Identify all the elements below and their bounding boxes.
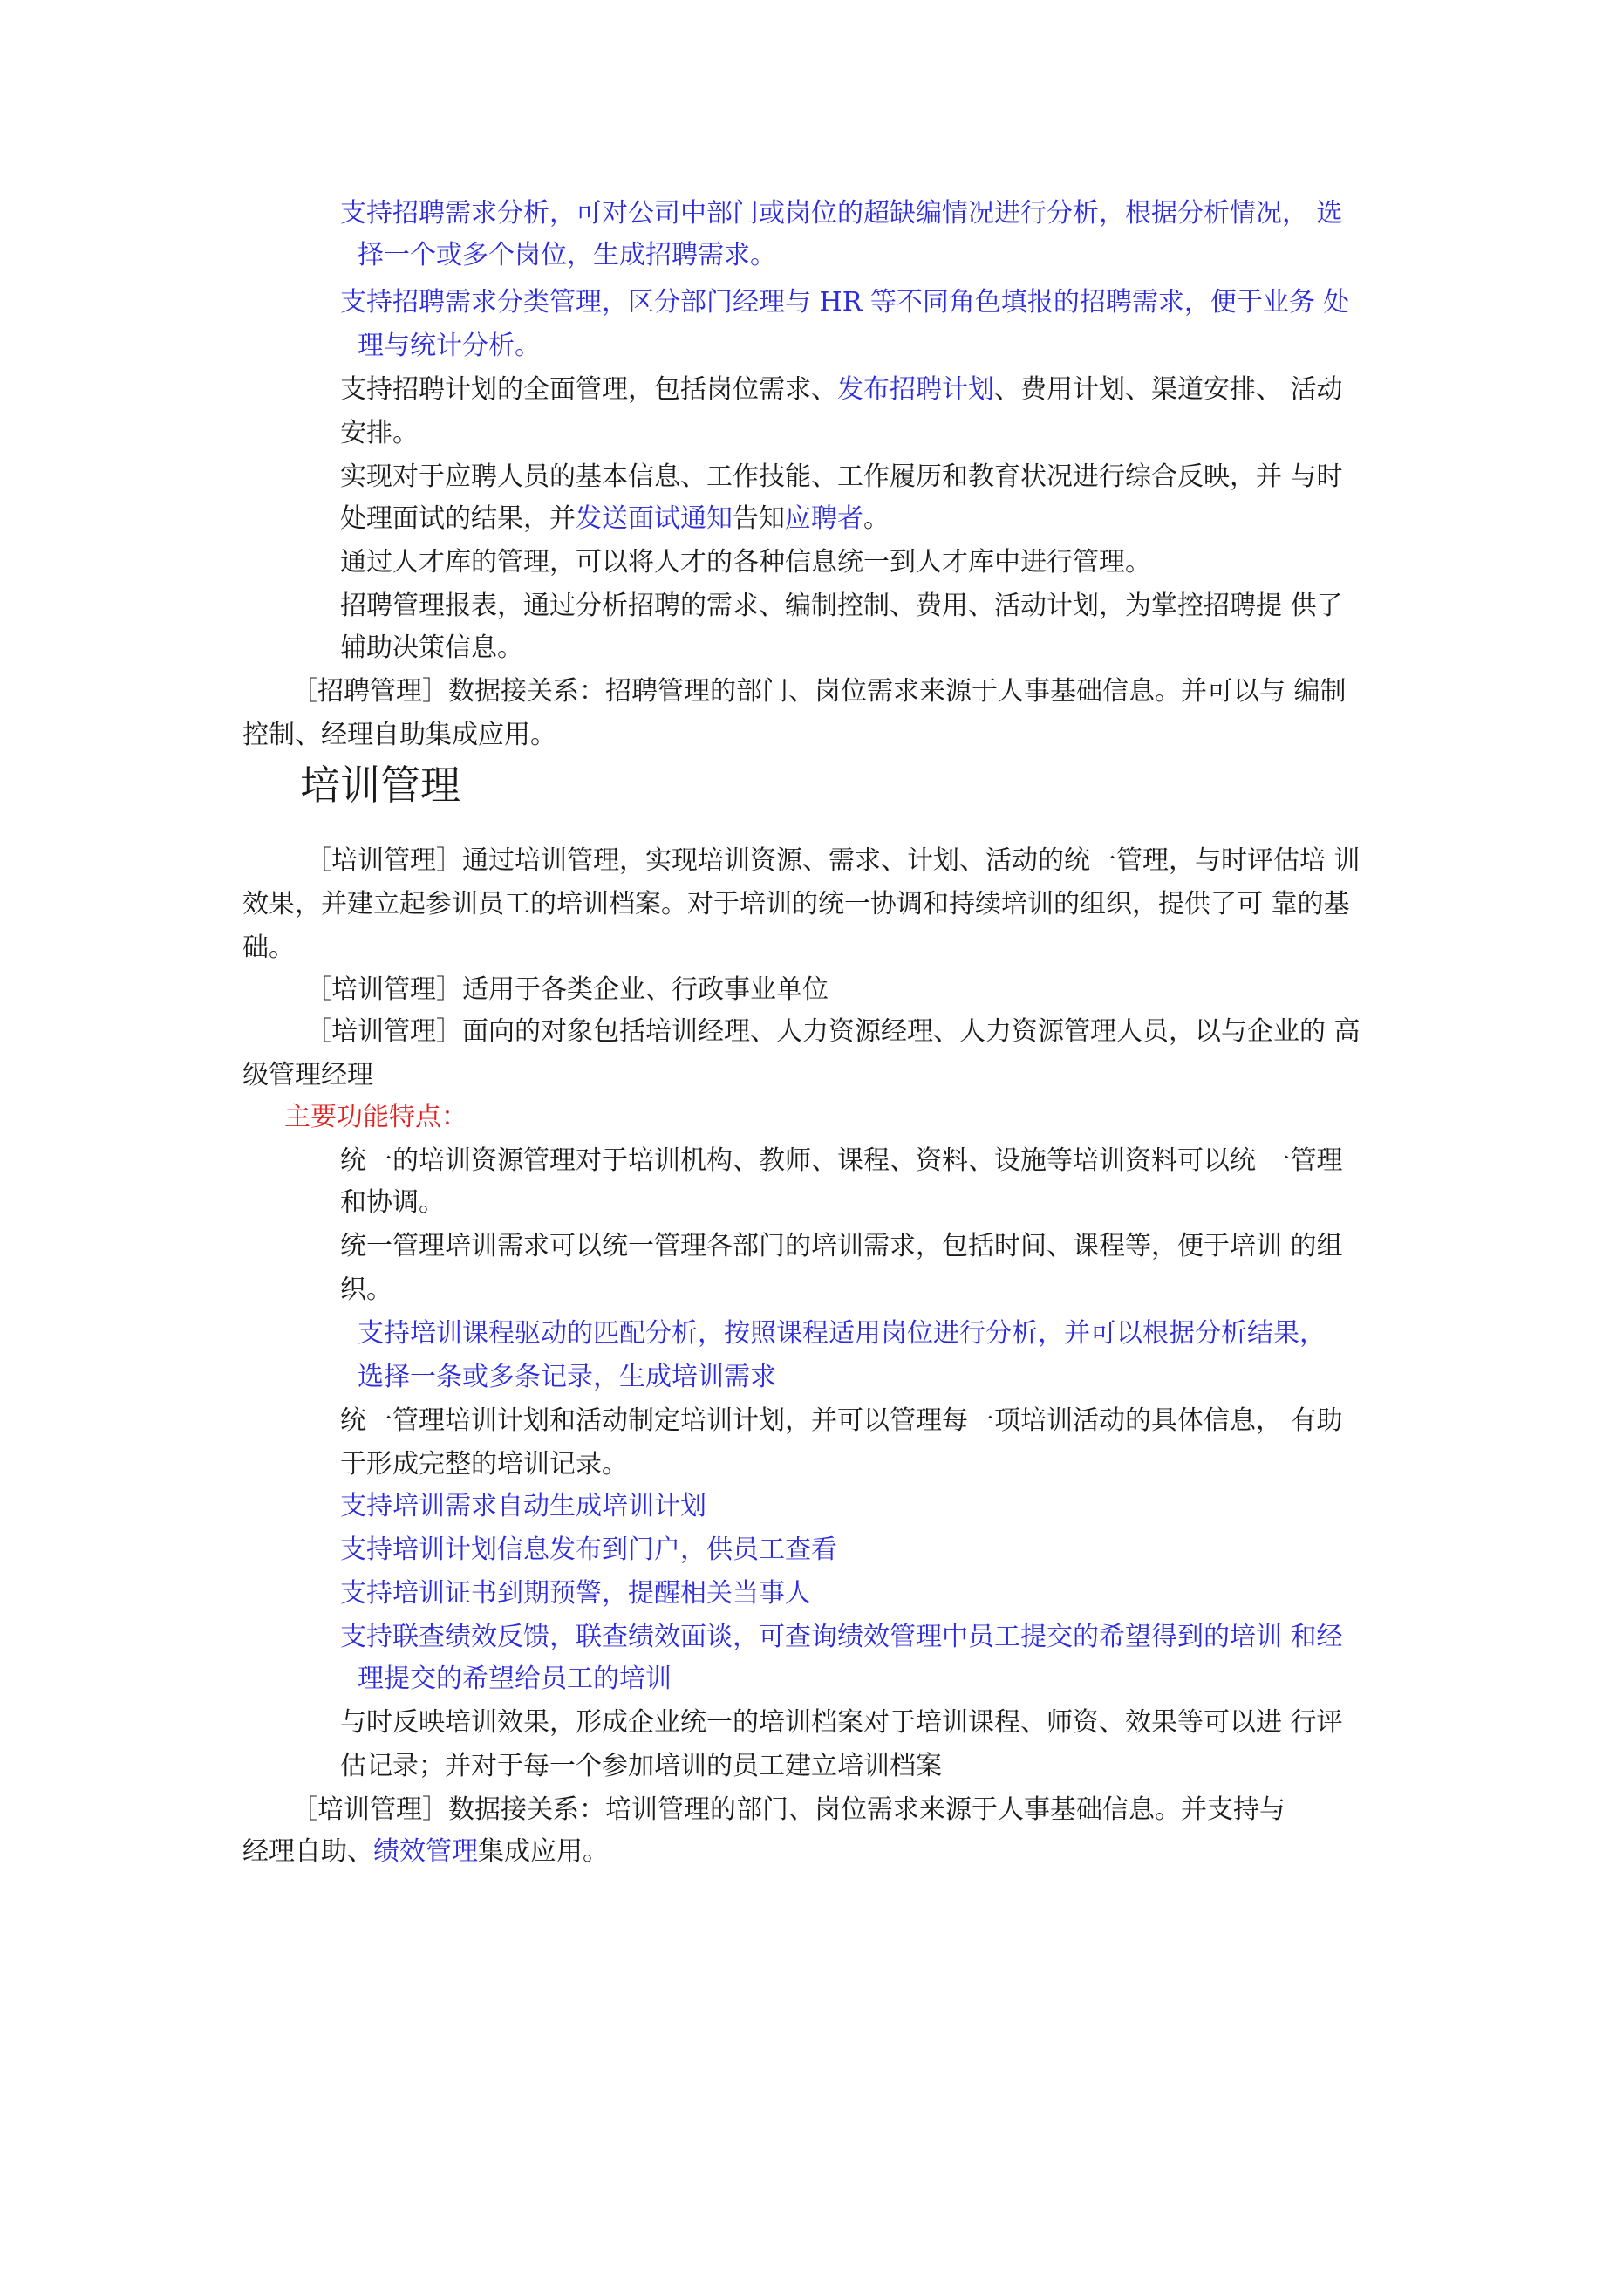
recruit-item-4-text-a: 处理面试的结果，并 <box>340 503 576 534</box>
training-item-5: 支持培训需求自动生成培训计划 <box>340 1491 706 1521</box>
training-scope: ［培训管理］适用于各类企业、行政事业单位 <box>305 974 829 1005</box>
recruit-item-4-text-b: 告知 <box>733 503 785 534</box>
recruit-item-1-line-2: 择一个或多个岗位，生成招聘需求。 <box>358 240 776 270</box>
training-relation-text-b: 集成应用。 <box>478 1836 609 1867</box>
recruit-item-2-line-1: 支持招聘需求分类管理，区分部门经理与 HR 等不同角色填报的招聘需求，便于业务 处 <box>340 287 1350 318</box>
applicant-link[interactable]: 应聘者 <box>785 503 863 534</box>
training-target-line-2: 级管理经理 <box>242 1060 373 1090</box>
recruit-item-4-text-c: 。 <box>863 503 890 534</box>
training-relation-text-a: 经理自助、 <box>242 1836 373 1867</box>
training-item-8-line-1: 支持联查绩效反馈，联查绩效面谈，可查询绩效管理中员工提交的希望得到的培训 和经 <box>340 1622 1343 1652</box>
recruit-relation-line-2: 控制、经理自助集成应用。 <box>242 720 556 750</box>
training-item-4-line-2: 于形成完整的培训记录。 <box>340 1449 628 1479</box>
recruit-item-1-line-1: 支持招聘需求分析，可对公司中部门或岗位的超缺编情况进行分析，根据分析情况， 选 <box>340 198 1343 229</box>
training-intro-line-3: 础。 <box>242 933 295 963</box>
recruit-item-6-line-2: 辅助决策信息。 <box>340 632 523 663</box>
features-label: 主要功能特点： <box>284 1102 467 1132</box>
recruit-item-3-text-a: 支持招聘计划的全面管理，包括岗位需求、 <box>340 374 837 405</box>
recruit-item-4-line-1: 实现对于应聘人员的基本信息、工作技能、工作履历和教育状况进行综合反映，并 与时 <box>340 461 1343 492</box>
training-target-line-1: ［培训管理］面向的对象包括培训经理、人力资源经理、人力资源管理人员，以与企业的 高 <box>305 1016 1360 1047</box>
training-intro-line-1: ［培训管理］通过培训管理，实现培训资源、需求、计划、活动的统一管理，与时评估培 训 <box>305 845 1360 876</box>
recruit-item-3-line-1 <box>340 372 1343 408</box>
training-item-2-line-1: 统一管理培训需求可以统一管理各部门的培训需求，包括时间、课程等，便于培训 的组 <box>340 1231 1343 1261</box>
training-item-6: 支持培训计划信息发布到门户，供员工查看 <box>340 1534 837 1565</box>
training-item-8-line-2: 理提交的希望给员工的培训 <box>358 1664 672 1694</box>
training-item-2-line-2: 织。 <box>340 1274 392 1305</box>
training-item-7: 支持培训证书到期预警，提醒相关当事人 <box>340 1578 811 1609</box>
training-item-9-line-2: 估记录；并对于每一个参加培训的员工建立培训档案 <box>340 1751 942 1781</box>
recruit-item-5-line-1: 通过人才库的管理，可以将人才的各种信息统一到人才库中进行管理。 <box>340 547 1151 577</box>
send-interview-notice-link[interactable]: 发送面试通知 <box>576 503 733 534</box>
training-item-1-line-2: 和协调。 <box>340 1187 445 1218</box>
recruit-relation-line-1: ［招聘管理］数据接关系：招聘管理的部门、岗位需求来源于人事基础信息。并可以与 编制 <box>291 676 1347 707</box>
training-item-3-line-2: 选择一条或多条记录，生成培训需求 <box>358 1362 776 1392</box>
training-item-4-line-1: 统一管理培训计划和活动制定培训计划，并可以管理每一项培训活动的具体信息， 有助 <box>340 1405 1343 1436</box>
training-heading: 培训管理 <box>300 762 460 809</box>
publish-recruit-plan-link[interactable]: 发布招聘计划 <box>837 374 994 405</box>
recruit-item-6-line-1: 招聘管理报表，通过分析招聘的需求、编制控制、费用、活动计划，为掌控招聘提 供了 <box>340 591 1343 621</box>
recruit-item-4-line-2 <box>340 501 890 537</box>
training-item-9-line-1: 与时反映培训效果，形成企业统一的培训档案对于培训课程、师资、效果等可以进 行评 <box>340 1707 1343 1738</box>
training-relation-line-2 <box>242 1834 609 1870</box>
training-intro-line-2: 效果，并建立起参训员工的培训档案。对于培训的统一协调和持续培训的组织，提供了可 靠的基 <box>242 889 1350 919</box>
training-relation-line-1: ［培训管理］数据接关系：培训管理的部门、岗位需求来源于人事基础信息。并支持与 <box>291 1794 1285 1825</box>
recruit-item-2-line-2: 理与统计分析。 <box>358 331 541 361</box>
recruit-item-3-text-b: 、费用计划、渠道安排、 活动 <box>994 374 1343 405</box>
training-item-3-line-1: 支持培训课程驱动的匹配分析，按照课程适用岗位进行分析，并可以根据分析结果， <box>358 1318 1326 1349</box>
performance-management-link[interactable]: 绩效管理 <box>373 1836 478 1867</box>
training-item-1-line-1: 统一的培训资源管理对于培训机构、教师、课程、资料、设施等培训资料可以统 一管理 <box>340 1145 1343 1176</box>
recruit-item-3-line-2: 安排。 <box>340 418 419 448</box>
